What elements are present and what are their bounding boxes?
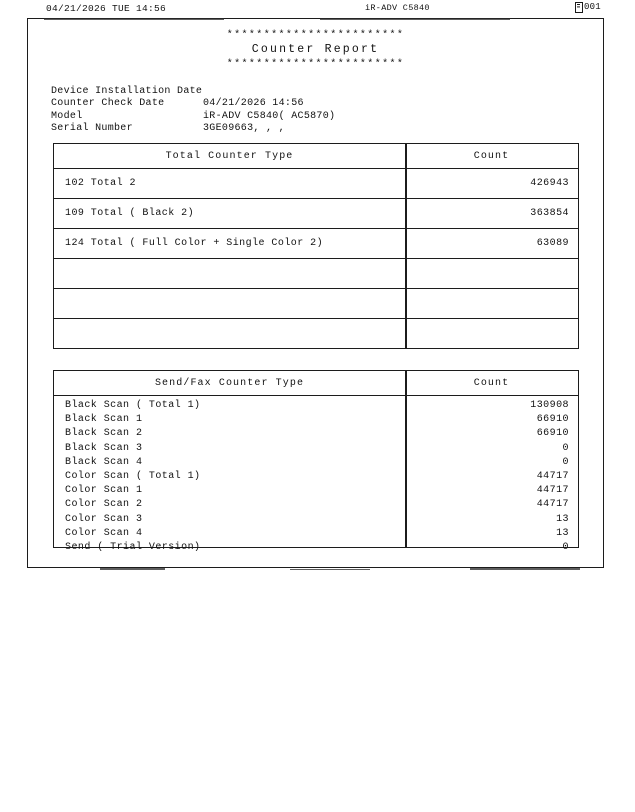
row-count: 66910: [536, 414, 569, 426]
table-row: [54, 169, 578, 199]
row-count: 66910: [536, 428, 569, 440]
table-row: [54, 442, 578, 456]
table-row: [54, 413, 578, 427]
title-star-rule-bottom: ************************: [226, 59, 405, 70]
device-info-value: iR-ADV C5840( AC5870): [203, 110, 336, 122]
row-count: 0: [562, 541, 569, 553]
row-count: 0: [562, 456, 569, 468]
row-count: 0: [562, 442, 569, 454]
row-label: Black Scan ( Total 1): [65, 400, 201, 411]
table-row: [54, 513, 578, 527]
table-row: [54, 527, 578, 541]
row-label: Color Scan 3: [65, 513, 143, 525]
row-count: 63089: [536, 238, 569, 249]
row-label: Black Scan 2: [65, 428, 143, 440]
row-label: 109 Total ( Black 2): [65, 208, 195, 219]
device-info-label: Serial Number: [51, 123, 133, 135]
table-row: [54, 199, 578, 229]
fax-header-page-indicator: [575, 2, 601, 12]
fax-page-icon: [575, 2, 583, 12]
table-row: [54, 399, 578, 413]
row-label: Color Scan 2: [65, 499, 143, 511]
column-header-counter-type: Send/Fax Counter Type: [154, 377, 305, 389]
row-count: 44717: [536, 499, 569, 511]
row-label: 124 Total ( Full Color + Single Color 2): [65, 238, 324, 249]
row-count: 426943: [530, 178, 569, 189]
sendfax-counter-table-body: [54, 396, 578, 555]
row-count: 13: [556, 527, 569, 539]
column-header-counter-type: Total Counter Type: [165, 150, 294, 162]
device-info-label: Device Installation Date: [51, 86, 203, 97]
column-header-count: Count: [473, 377, 510, 389]
device-info-row: [51, 98, 335, 110]
sendfax-counter-table: [53, 370, 579, 553]
row-label: Black Scan 4: [65, 456, 143, 468]
sendfax-counter-table-header: [54, 371, 578, 396]
device-info-value: 04/21/2026 14:56: [203, 98, 304, 110]
row-label: 102 Total 2: [65, 178, 136, 189]
row-label: Send ( Trial Version): [65, 541, 201, 553]
table-row-empty: [54, 289, 578, 319]
row-label: Black Scan 1: [65, 414, 143, 426]
row-label: Black Scan 3: [65, 442, 143, 454]
table-row: [54, 470, 578, 484]
device-info-row: [51, 111, 335, 123]
row-count: 13: [556, 513, 569, 525]
total-counter-table-header: [54, 144, 578, 169]
table-row: [54, 541, 578, 555]
device-info-row: [51, 123, 335, 135]
table-row: [54, 229, 578, 259]
page-title: Counter Report: [251, 43, 380, 56]
row-count: 130908: [530, 400, 569, 411]
report-title-block: [28, 29, 603, 71]
fax-header-date: 04/21/2026 TUE 14:56: [46, 3, 167, 14]
fax-transmission-header: [0, 3, 635, 19]
title-star-rule-top: ************************: [226, 30, 405, 41]
device-info-value: 3GE09663, , ,: [203, 123, 285, 135]
row-count: 44717: [536, 485, 569, 497]
table-row: [54, 427, 578, 441]
row-count: 363854: [530, 208, 569, 219]
row-count: 44717: [536, 470, 569, 482]
device-info-block: [51, 86, 335, 136]
fax-header-device-name: iR-ADV C5840: [365, 3, 430, 13]
row-label: Color Scan 1: [65, 485, 143, 497]
table-row: [54, 498, 578, 512]
fax-header-page-number: 001: [584, 2, 601, 12]
table-row-empty: [54, 319, 578, 349]
scan-artifact: [470, 568, 580, 570]
total-counter-table: [53, 143, 579, 349]
scan-artifact: [290, 569, 370, 570]
device-info-row: [51, 86, 335, 98]
column-header-count: Count: [473, 150, 510, 162]
device-info-label: Model: [51, 110, 83, 122]
table-row: [54, 456, 578, 470]
scan-artifact: [100, 568, 165, 570]
row-label: Color Scan ( Total 1): [65, 470, 201, 482]
device-info-label: Counter Check Date: [51, 98, 165, 110]
table-row: [54, 484, 578, 498]
row-label: Color Scan 4: [65, 527, 143, 539]
table-row-empty: [54, 259, 578, 289]
scanned-page: [27, 18, 604, 568]
